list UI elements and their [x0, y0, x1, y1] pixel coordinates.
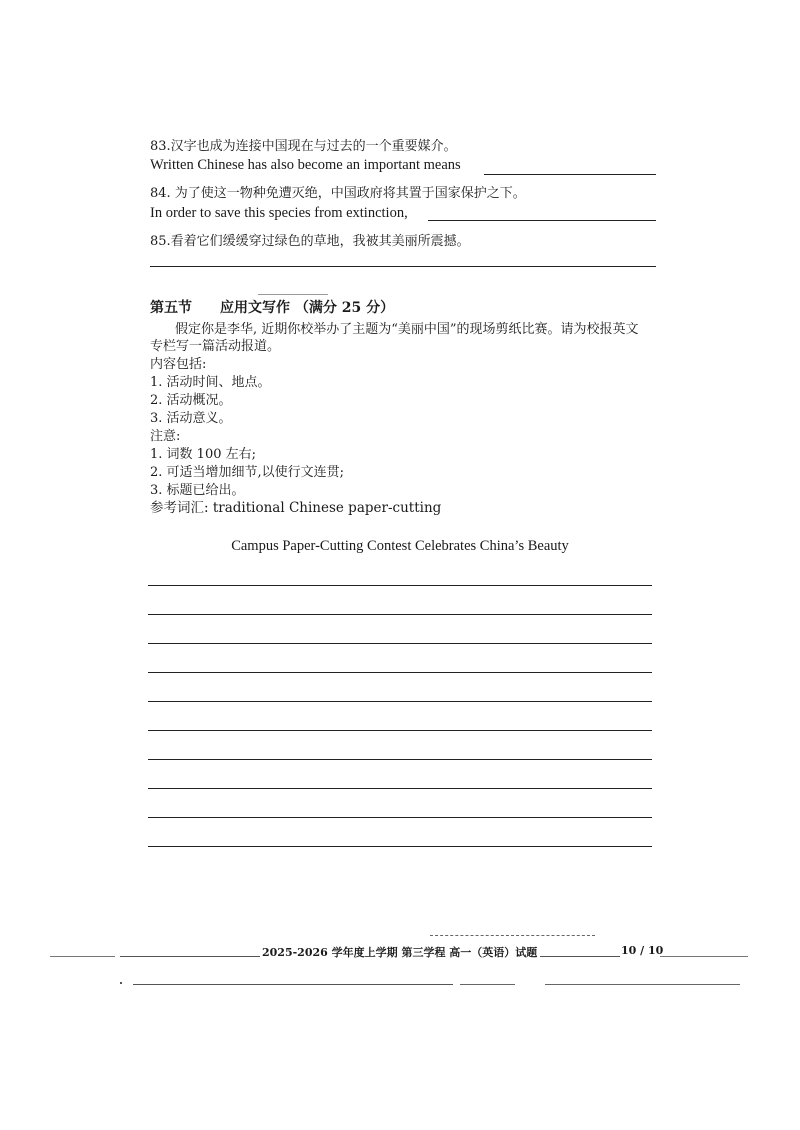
writing-line[interactable] [148, 730, 652, 731]
prompt-line-2: 专栏写一篇活动报道。 [150, 339, 281, 354]
writing-line[interactable] [148, 585, 652, 586]
content-label: 内容包括: [150, 357, 207, 372]
writing-line[interactable] [148, 643, 652, 644]
footer-bottom-rule [133, 984, 453, 985]
footer-rule [540, 956, 620, 957]
q84-chinese: 84. 为了使这一物种免遭灭绝，中国政府将其置于国家保护之下。 [150, 186, 526, 201]
notes-item: 3. 标题已给出。 [150, 483, 245, 498]
footer-exam-title: 2025-2026 学年度上学期 第三学程 高一（英语）试题 [262, 946, 538, 959]
content-item: 3. 活动意义。 [150, 411, 232, 426]
footer-rule-right [660, 956, 748, 957]
q84-english-prompt: In order to save this species from extinction, [150, 205, 408, 221]
writing-line[interactable] [148, 846, 652, 847]
q83-english-prompt: Written Chinese has also become an important means [150, 157, 461, 173]
footer-bottom-rule [460, 984, 515, 985]
section-heading: 第五节 应用文写作 （满分 25 分） [150, 300, 395, 316]
heading-mark [258, 294, 328, 295]
q83-answer-line[interactable] [484, 174, 656, 175]
content-item: 1. 活动时间、地点。 [150, 375, 271, 390]
footer-bottom-rule [545, 984, 740, 985]
q84-answer-line[interactable] [428, 220, 656, 221]
notes-item: 1. 词数 100 左右; [150, 447, 256, 462]
essay-title: Campus Paper-Cutting Contest Celebrates China’s Beauty [231, 538, 569, 554]
q85-chinese: 85.看着它们缓缓穿过绿色的草地，我被其美丽所震撼。 [150, 234, 470, 249]
vocab-hint: 参考词汇: traditional Chinese paper-cutting [150, 500, 442, 516]
notes-label: 注意: [150, 429, 181, 444]
writing-line[interactable] [148, 817, 652, 818]
q85-answer-line[interactable] [150, 266, 656, 267]
prompt-line-1: 假定你是李华, 近期你校举办了主题为“美丽中国”的现场剪纸比赛。请为校报英文 [175, 322, 639, 337]
footer-rule-left [50, 956, 115, 957]
writing-line[interactable] [148, 759, 652, 760]
writing-line[interactable] [148, 701, 652, 702]
content-item: 2. 活动概况。 [150, 393, 232, 408]
footer-rule [120, 956, 260, 957]
footer-dash-upper [430, 935, 595, 936]
writing-line[interactable] [148, 788, 652, 789]
scan-dot [120, 982, 122, 984]
q83-chinese: 83.汉字也成为连接中国现在与过去的一个重要媒介。 [150, 139, 457, 154]
writing-line[interactable] [148, 672, 652, 673]
notes-item: 2. 可适当增加细节,以使行文连贯; [150, 465, 345, 480]
writing-line[interactable] [148, 614, 652, 615]
footer-page-number: 10 / 10 [621, 944, 664, 957]
